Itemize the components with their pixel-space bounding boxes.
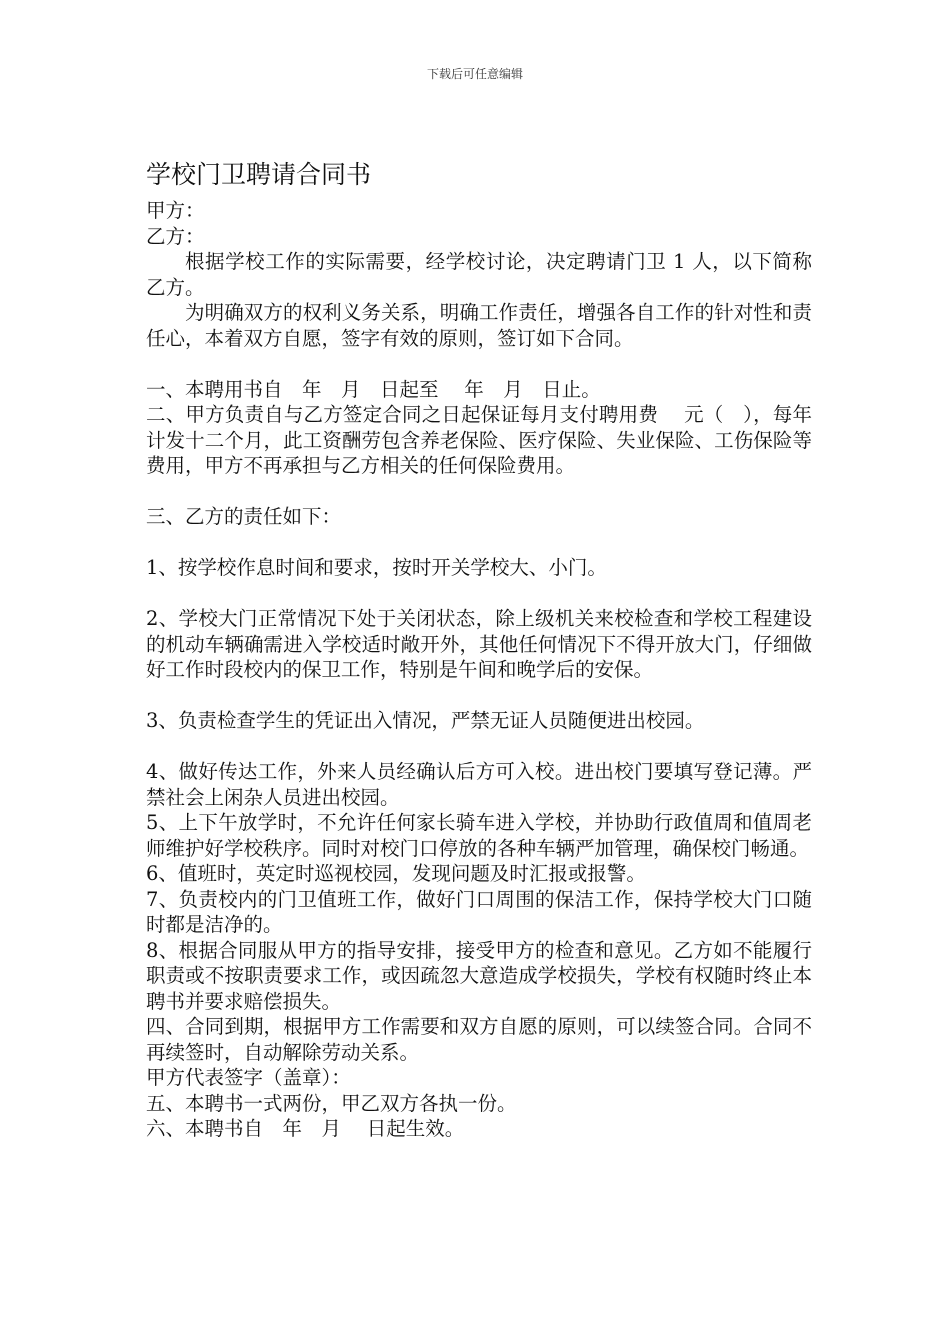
contract-document (146, 158, 812, 1142)
spacer (146, 734, 812, 760)
spacer (146, 479, 812, 505)
clause-3-heading: 三、乙方的责任如下： (146, 505, 342, 528)
party-a-line: 甲方： (146, 199, 205, 222)
clause-5: 五、本聘书一式两份，甲乙双方各执一份。 (146, 1091, 517, 1115)
duty-2: 2、学校大门正常情况下处于关闭状态，除上级机关来校检查和学校工程建设的机动车辆确需进入学校适时敞开外，其他任何情况下不得开放大门，仔细做好工作时段校内的保卫工作，特别是午间和晚学后的安保。 (146, 607, 812, 681)
party-a-signature-line: 甲方代表签字（盖章）： (146, 1066, 351, 1089)
duty-6: 6、值班时，英定时巡视校园，发现问题及时汇报或报警。 (146, 862, 646, 885)
duty-1: 1、按学校作息时间和要求，按时开关学校大、小门。 (146, 556, 607, 579)
party-b-line: 乙方： (146, 224, 205, 248)
clause-6: 六、本聘书自 年 月 日起生效。 (146, 1117, 465, 1140)
clause-1: 一、本聘用书自 年 月 日起至 年 月 日止。 (146, 377, 601, 401)
header-note: 下载后可任意编辑 (426, 67, 523, 81)
document-title: 学校门卫聘请合同书 (146, 160, 372, 189)
intro-paragraph-2: 为明确双方的权利义务关系，明确工作责任，增强各自工作的针对性和责任心，本着双方自愿，签字有效的原则，签订如下合同。 (146, 301, 812, 350)
duty-8: 8、根据合同服从甲方的指导安排，接受甲方的检查和意见。乙方如不能履行职责或不按职责要求工作，或因疏忽大意造成学校损失，学校有权随时终止本聘书并要求赔偿损失。 (146, 938, 812, 1013)
clause-4: 四、合同到期，根据甲方工作需要和双方自愿的原则，可以续签合同。合同不再续签时，自动解除劳动关系。 (146, 1015, 812, 1064)
duty-4: 4、做好传达工作，外来人员经确认后方可入校。进出校门要填写登记薄。严禁社会上闲杂人员进出校园。 (146, 760, 812, 809)
duty-3: 3、负责检查学生的凭证出入情况，严禁无证人员随便进出校园。 (146, 709, 705, 732)
spacer (146, 351, 812, 377)
duty-7: 7、负责校内的门卫值班工作，做好门口周围的保洁工作，保持学校大门口随时都是洁净的。 (146, 887, 812, 936)
intro-paragraph-1: 根据学校工作的实际需要，经学校讨论，决定聘请门卫 1 人，以下简称乙方。 (146, 250, 812, 299)
spacer (146, 530, 812, 556)
clause-2: 二、甲方负责自与乙方签定合同之日起保证每月支付聘用费 元（ ），每年计发十二个月，此工资酬劳包含养老保险、医疗保险、失业保险、工伤保险等费用，甲方不再承担与乙方相关的任何保险费用。 (146, 403, 812, 477)
duty-5: 5、上下午放学时，不允许任何家长骑车进入学校，并协助行政值周和值周老师维护好学校秩序。同时对校门口停放的各种车辆严加管理，确保校门畅通。 (146, 811, 812, 860)
spacer (146, 683, 812, 709)
spacer (146, 581, 812, 607)
